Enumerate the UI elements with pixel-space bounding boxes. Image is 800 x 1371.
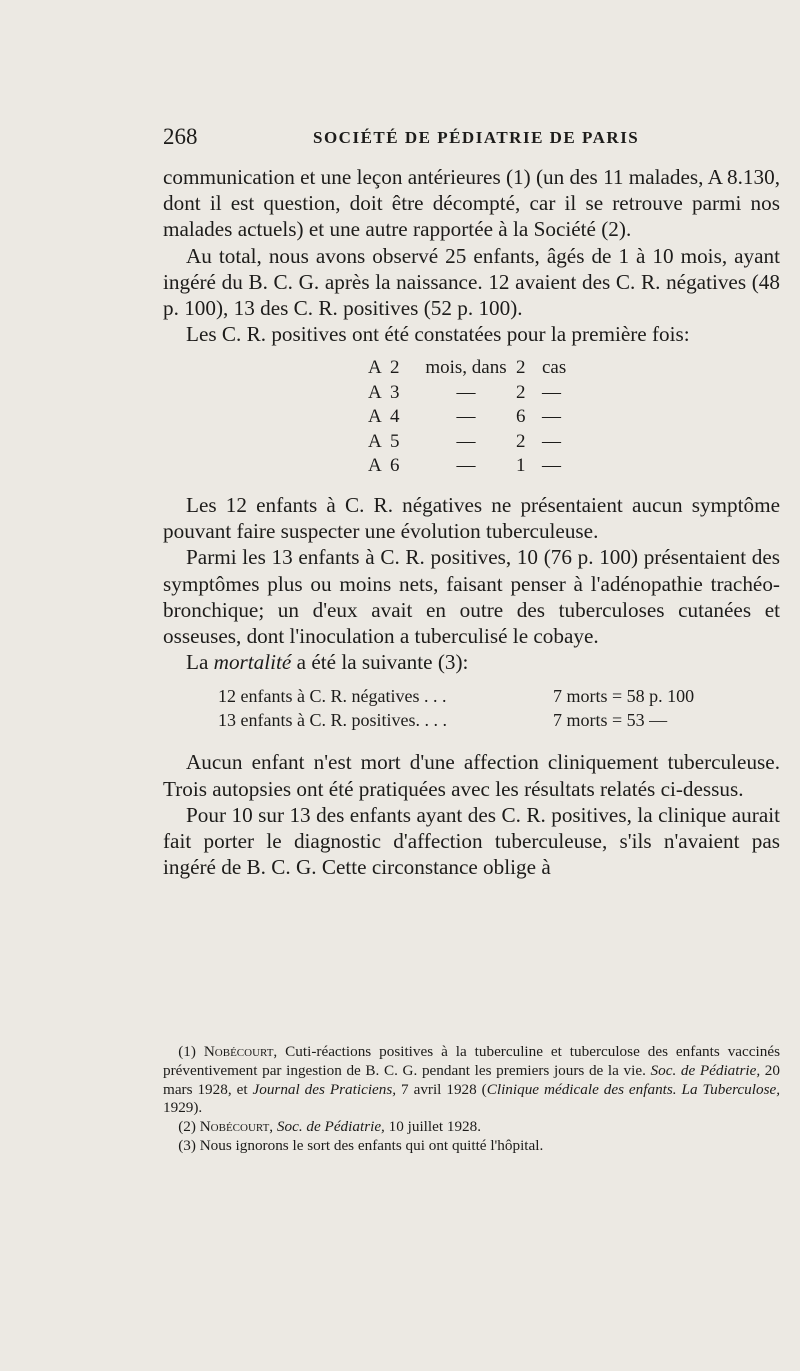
age-table bbox=[368, 356, 780, 479]
age-row: A 3 — 2 — bbox=[368, 381, 561, 403]
age-row: A 2 mois, dans 2 cas bbox=[368, 357, 567, 379]
footnote-3: (3) Nous ignorons le sort des enfants qui ont quitté l'hôpital. bbox=[178, 1136, 544, 1154]
emphasis-mortalite: mortalité bbox=[213, 650, 292, 675]
page-number: 268 bbox=[163, 124, 198, 149]
paragraph-2: Au total, nous avons observé 25 enfants, âgés de 1 à 10 mois, ayant ingéré du B. C. G. après la naissance. 12 avaient des C. R. négatives (48 p. 100), 13 des C. R. positives (52 p. 100). bbox=[163, 243, 780, 321]
mortality-table bbox=[218, 684, 780, 732]
paragraph-8: Pour 10 sur 13 des enfants ayant des C. R. positives, la clinique aurait fait porter le diagnostic d'affection tuberculeuse, s'ils n'avaient pas ingéré de B. C. G. Cette circonstance oblige à bbox=[163, 802, 780, 880]
age-row: A 4 — 6 — bbox=[368, 406, 561, 428]
paragraph-3: Les C. R. positives ont été constatées pour la première fois: bbox=[186, 322, 690, 347]
paragraph-5: Parmi les 13 enfants à C. R. positives, 10 (76 p. 100) présentaient des symptômes plus ou moins nets, faisant penser à l'adénopathie trachéo-bronchique; un d'eux avait en outre des tuberculoses cutanées et osseuses, dont l'inoculation a tuberculisé le cobaye. bbox=[163, 545, 780, 648]
age-row: A 5 — 2 — bbox=[368, 430, 561, 452]
age-row: A 6 — 1 — bbox=[368, 455, 561, 477]
footnote-1: (1) Nobécourt, Cuti-réactions positives à la tuberculine et tuberculose des enfants vaccinés préventivement par ingestion de B. C. G. pendant les premiers jours de la vie. Soc. de Pédiatrie, 20 mars 1928, et Journal des Praticiens, 7 avril 1928 (Clinique médicale des enfants. La Tuberculose, 1929). bbox=[163, 1043, 781, 1117]
footnote-author: Nobécourt, bbox=[199, 1118, 274, 1136]
paragraph-6: La mortalité a été la suivante (3): bbox=[186, 650, 469, 675]
running-title: SOCIÉTÉ DE PÉDIATRIE DE PARIS bbox=[313, 128, 640, 147]
footnote-author: Nobécourt, bbox=[203, 1043, 278, 1060]
paragraph-7: Aucun enfant n'est mort d'une affection cliniquement tuberculeuse. Trois autopsies ont été pratiquées avec les résultats relatés ci-dessus. bbox=[163, 750, 780, 801]
paragraph-1: communication et une leçon antérieures (1) (un des 11 malades, A 8.130, dont il est question, doit être décompté, car il se retrouve parmi nos malades actuels) et une autre rapportée à la Société (2). bbox=[163, 165, 781, 242]
main-text bbox=[163, 164, 780, 880]
paragraph-4: Les 12 enfants à C. R. négatives ne présentaient aucun symptôme pouvant faire suspecter une évolution tuberculeuse. bbox=[163, 492, 780, 544]
mortality-row: 12 enfants à C. R. négatives . . . 7 morts = 58 p. 100 bbox=[218, 686, 695, 707]
footnotes bbox=[163, 1043, 780, 1156]
mortality-row: 13 enfants à C. R. positives. . . . 7 morts = 53 — bbox=[218, 710, 668, 731]
page-header bbox=[163, 124, 780, 154]
footnote-2: (2) Nobécourt, Soc. de Pédiatrie, 10 juillet 1928. bbox=[178, 1118, 482, 1136]
